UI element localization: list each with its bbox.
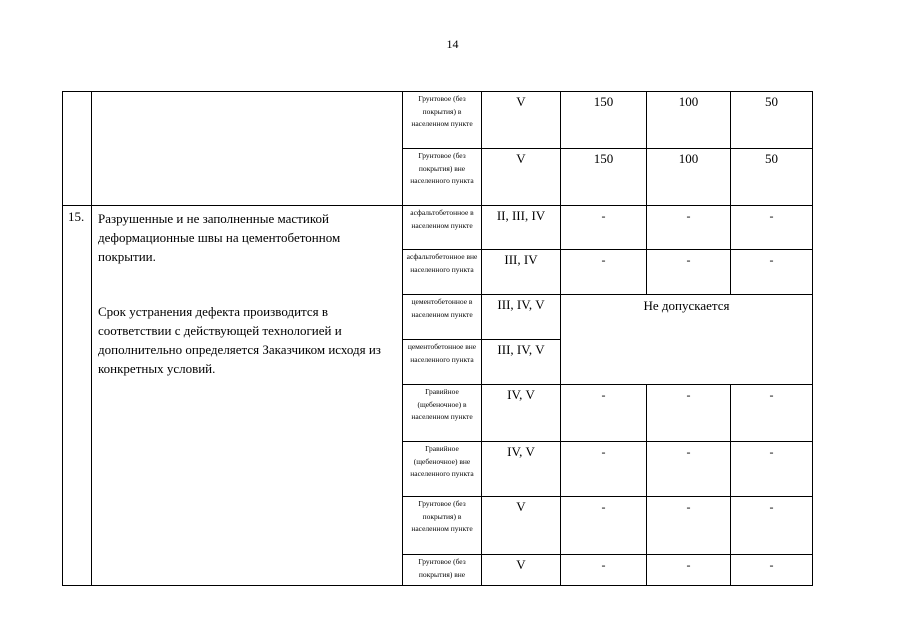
value-cell: - bbox=[731, 497, 813, 555]
road-category-cell: III, IV, V bbox=[482, 340, 561, 385]
table-row bbox=[63, 206, 813, 250]
value-cell: - bbox=[561, 442, 647, 497]
elimination-note: Срок устранения дефекта производится в соответствии с действующей технологией и дополнительно определяется Заказчиком исходя из конкретных условий. bbox=[98, 304, 381, 376]
defect-description bbox=[92, 206, 403, 586]
road-category-cell: V bbox=[482, 497, 561, 555]
coating-type-cell: цементобетонное вне населенного пункта bbox=[403, 340, 482, 385]
road-category-cell: III, IV, V bbox=[482, 295, 561, 340]
road-category-cell: III, IV bbox=[482, 250, 561, 295]
coating-type-cell: асфальтобетонное вне населенного пункта bbox=[403, 250, 482, 295]
table-row bbox=[63, 92, 813, 149]
value-cell: 50 bbox=[731, 92, 813, 149]
coating-type-cell: Грунтовое (без покрытия) в населенном пункте bbox=[403, 497, 482, 555]
road-category-cell: IV, V bbox=[482, 385, 561, 442]
road-category-cell: II, III, IV bbox=[482, 206, 561, 250]
coating-type-cell: Грунтовое (без покрытия) вне населенного пункта bbox=[403, 149, 482, 206]
value-cell: 150 bbox=[561, 92, 647, 149]
value-cell: - bbox=[731, 250, 813, 295]
road-category-cell: IV, V bbox=[482, 442, 561, 497]
requirements-table bbox=[62, 91, 813, 586]
value-cell: - bbox=[647, 385, 731, 442]
not-allowed-cell: Не допускается bbox=[561, 295, 813, 385]
defect-cell-empty bbox=[92, 92, 403, 206]
road-category-cell: V bbox=[482, 555, 561, 586]
value-cell: - bbox=[731, 555, 813, 586]
defect-text: Разрушенные и не заполненные мастикой деформационные швы на цементобетонном покрытии. bbox=[98, 211, 341, 264]
value-cell: 50 bbox=[731, 149, 813, 206]
value-cell: - bbox=[561, 497, 647, 555]
coating-type-cell: Гравийное (щебеночное) в населенном пункте bbox=[403, 385, 482, 442]
value-cell: - bbox=[647, 206, 731, 250]
value-cell: 100 bbox=[647, 92, 731, 149]
page-number: 14 bbox=[446, 37, 459, 51]
value-cell: - bbox=[647, 442, 731, 497]
value-cell: 150 bbox=[561, 149, 647, 206]
coating-type-cell: Грунтовое (без покрытия) в населенном пункте bbox=[403, 92, 482, 149]
number-cell-empty bbox=[63, 92, 92, 206]
coating-type-cell: цементобетонное в населенном пункте bbox=[403, 295, 482, 340]
value-cell: - bbox=[561, 555, 647, 586]
road-category-cell: V bbox=[482, 92, 561, 149]
value-cell: - bbox=[647, 497, 731, 555]
value-cell: - bbox=[731, 206, 813, 250]
value-cell: - bbox=[647, 555, 731, 586]
value-cell: - bbox=[731, 442, 813, 497]
value-cell: - bbox=[561, 206, 647, 250]
value-cell: - bbox=[731, 385, 813, 442]
item-number: 15. bbox=[63, 206, 92, 586]
coating-type-cell: Гравийное (щебеночное) вне населенного пункта bbox=[403, 442, 482, 497]
value-cell: 100 bbox=[647, 149, 731, 206]
value-cell: - bbox=[561, 385, 647, 442]
value-cell: - bbox=[561, 250, 647, 295]
coating-type-cell: Грунтовое (без покрытия) вне bbox=[403, 555, 482, 586]
road-category-cell: V bbox=[482, 149, 561, 206]
value-cell: - bbox=[647, 250, 731, 295]
coating-type-cell: асфальтобетонное в населенном пункте bbox=[403, 206, 482, 250]
